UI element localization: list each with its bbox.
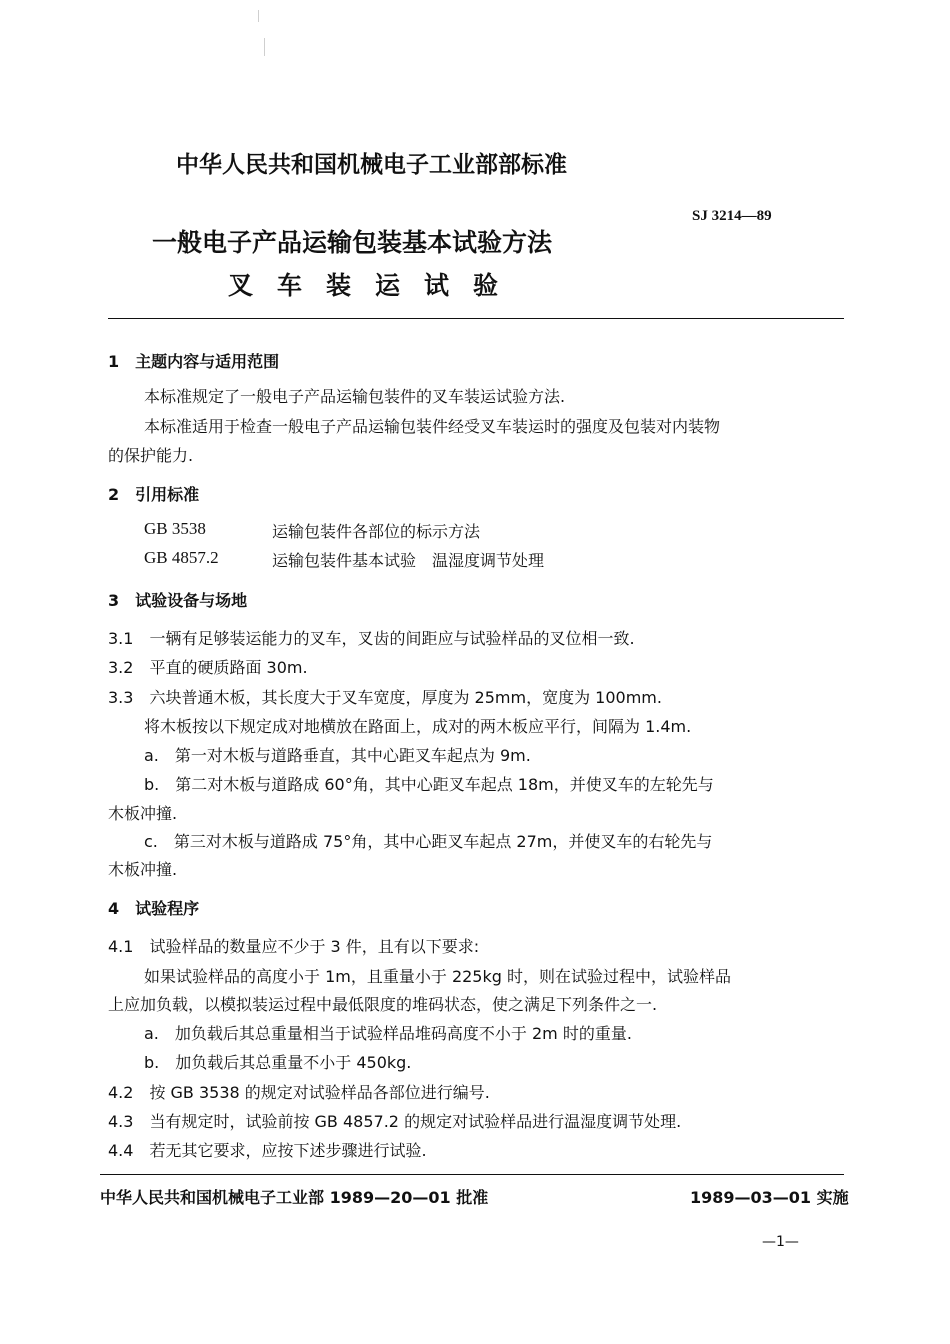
section-heading-2: 2 引用标准	[108, 485, 200, 504]
list-item: b. 第二对木板与道路成 60°角，其中心距叉车起点 18m，并使叉车的左轮先与	[144, 775, 714, 794]
list-item: 木板冲撞.	[108, 860, 178, 879]
document-title: 一般电子产品运输包装基本试验方法	[152, 228, 553, 257]
clause: 4.3 当有规定时，试验前按 GB 4857.2 的规定对试验样品进行温湿度调节处理.	[108, 1112, 682, 1131]
implementation-date: 1989—03—01 实施	[690, 1188, 849, 1207]
header-divider	[108, 318, 844, 319]
paragraph: 如果试验样品的高度小于 1m，且重量小于 225kg 时，则在试验过程中，试验样品	[144, 967, 731, 986]
list-item: a. 第一对木板与道路垂直，其中心距叉车起点为 9m.	[144, 746, 531, 765]
paragraph: 上应加负载，以模拟装运过程中最低限度的堆码状态，使之满足下列条件之一.	[108, 995, 658, 1014]
standard-title: 中华人民共和国机械电子工业部部标准	[176, 152, 567, 178]
reference-title: 运输包装件基本试验 温湿度调节处理	[272, 551, 545, 570]
clause: 3.2 平直的硬质路面 30m.	[108, 658, 308, 677]
list-item: c. 第三对木板与道路成 75°角，其中心距叉车起点 27m，并使叉车的右轮先与	[144, 832, 713, 851]
reference-code: GB 3538	[144, 519, 206, 538]
clause: 4.1 试验样品的数量应不少于 3 件，且有以下要求:	[108, 937, 480, 956]
standard-code: SJ 3214—89	[692, 208, 772, 224]
paragraph: 本标准规定了一般电子产品运输包装件的叉车装运试验方法.	[144, 387, 566, 406]
paragraph: 的保护能力.	[108, 446, 194, 465]
list-item: b. 加负载后其总重量不小于 450kg.	[144, 1053, 412, 1072]
document-subtitle: 叉车装运试验	[228, 271, 523, 300]
paragraph: 本标准适用于检查一般电子产品运输包装件经受叉车装运时的强度及包装对内装物	[144, 417, 721, 436]
section-heading-4: 4 试验程序	[108, 899, 200, 918]
clause: 4.4 若无其它要求，应按下述步骤进行试验.	[108, 1141, 427, 1160]
list-item: 木板冲撞.	[108, 804, 178, 823]
clause: 3.1 一辆有足够装运能力的叉车，叉齿的间距应与试验样品的叉位相一致.	[108, 629, 635, 648]
section-heading-3: 3 试验设备与场地	[108, 591, 248, 610]
list-item: a. 加负载后其总重量相当于试验样品堆码高度不小于 2m 时的重量.	[144, 1024, 632, 1043]
clause: 3.3 六块普通木板，其长度大于叉车宽度，厚度为 25mm，宽度为 100mm.	[108, 688, 662, 707]
clause: 4.2 按 GB 3538 的规定对试验样品各部位进行编号.	[108, 1083, 490, 1102]
paragraph: 将木板按以下规定成对地横放在路面上，成对的两木板应平行，间隔为 1.4m.	[144, 717, 692, 736]
approval-note: 中华人民共和国机械电子工业部 1989—20—01 批准	[100, 1188, 489, 1207]
page-number: —1—	[762, 1234, 799, 1250]
scan-mark	[264, 38, 265, 56]
reference-code: GB 4857.2	[144, 548, 219, 567]
reference-title: 运输包装件各部位的标示方法	[272, 522, 481, 541]
section-heading-1: 1 主题内容与适用范围	[108, 352, 280, 371]
scan-mark	[258, 10, 259, 22]
footer-divider	[100, 1174, 844, 1175]
